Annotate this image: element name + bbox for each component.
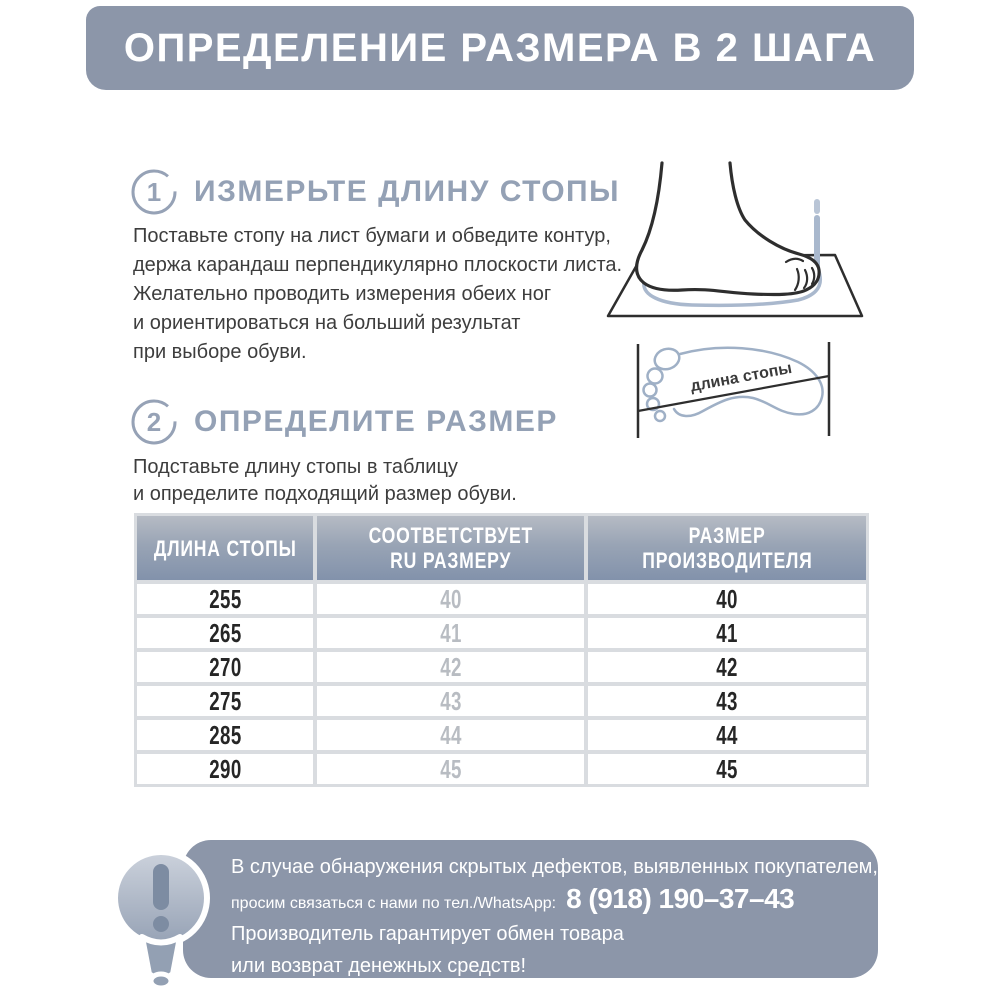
cell-manufacturer-size: 44 <box>588 720 866 750</box>
cell-ru-size: 41 <box>317 618 584 648</box>
size-table <box>134 513 869 787</box>
step-1-number-badge <box>130 168 178 216</box>
cell-ru-size: 45 <box>317 754 584 784</box>
text-line: Подставьте длину стопы в таблицу <box>133 456 458 478</box>
step-number: 1 <box>146 177 162 207</box>
step-1-header <box>130 168 620 216</box>
phone-number: 8 (918) 190–37–43 <box>566 883 795 914</box>
page-title: ОПРЕДЕЛЕНИЕ РАЗМЕРА В 2 ШАГА <box>123 25 877 70</box>
bulb-tip <box>151 974 171 988</box>
cell-foot-length: 270 <box>137 652 313 682</box>
header-line: СООТВЕТСТВУЕТ <box>368 523 533 548</box>
text-line: Желательно проводить измерения обеих ног <box>133 283 552 305</box>
cell-foot-length: 285 <box>137 720 313 750</box>
column-header-foot-length <box>137 516 313 580</box>
lightbulb-icon <box>100 840 225 992</box>
step-2-number-badge <box>130 398 178 446</box>
text-line: при выборе обуви. <box>133 341 307 363</box>
header-line: РАЗМЕР <box>688 523 766 548</box>
exclamation-mark <box>153 864 169 932</box>
footer-line-4: или возврат денежных средств! <box>231 955 527 977</box>
cell-manufacturer-size: 42 <box>588 652 866 682</box>
page-title-banner <box>86 6 914 90</box>
foot-length-label: длина стопы <box>689 359 794 396</box>
cell-foot-length: 255 <box>137 584 313 614</box>
foot-tracing-illustration <box>598 158 890 340</box>
step-number: 2 <box>146 407 162 437</box>
column-header-ru-size <box>317 516 584 580</box>
footer-phone-prefix: просим связаться с нами по тел./WhatsApp: <box>231 895 557 912</box>
column-header-manufacturer-size <box>588 516 866 580</box>
cell-foot-length: 275 <box>137 686 313 716</box>
cell-manufacturer-size: 40 <box>588 584 866 614</box>
footer-line-3: Производитель гарантирует обмен товара <box>231 923 624 945</box>
footer-line-2 <box>231 883 878 918</box>
step-1-title: ИЗМЕРЬТЕ ДЛИНУ СТОПЫ <box>194 175 620 208</box>
text-line: и определите подходящий размер обуви. <box>133 483 517 505</box>
foot-outline <box>637 163 820 295</box>
step-1-description <box>133 222 622 367</box>
header-line: RU РАЗМЕРУ <box>389 548 512 573</box>
cell-manufacturer-size: 45 <box>588 754 866 784</box>
cell-foot-length: 290 <box>137 754 313 784</box>
step-2-description <box>133 454 517 508</box>
header-line: ДЛИНА СТОПЫ <box>153 535 297 561</box>
foot-length-diagram <box>622 330 884 458</box>
cell-ru-size: 42 <box>317 652 584 682</box>
cell-ru-size: 40 <box>317 584 584 614</box>
text-line: держа карандаш перпендикулярно плоскости листа. <box>133 254 623 276</box>
cell-ru-size: 44 <box>317 720 584 750</box>
header-line: ПРОИЗВОДИТЕЛЯ <box>641 548 813 573</box>
footer-line-1: В случае обнаружения скрытых дефектов, выявленных покупателем, <box>231 856 878 878</box>
cell-foot-length: 265 <box>137 618 313 648</box>
step-2-title: ОПРЕДЕЛИТЕ РАЗМЕР <box>194 405 558 438</box>
footer-note <box>183 840 878 978</box>
text-line: и ориентироваться на больший результат <box>133 312 521 334</box>
step-2-header <box>130 398 558 446</box>
cell-manufacturer-size: 41 <box>588 618 866 648</box>
text-line: Поставьте стопу на лист бумаги и обведите контур, <box>133 225 611 247</box>
cell-manufacturer-size: 43 <box>588 686 866 716</box>
cell-ru-size: 43 <box>317 686 584 716</box>
